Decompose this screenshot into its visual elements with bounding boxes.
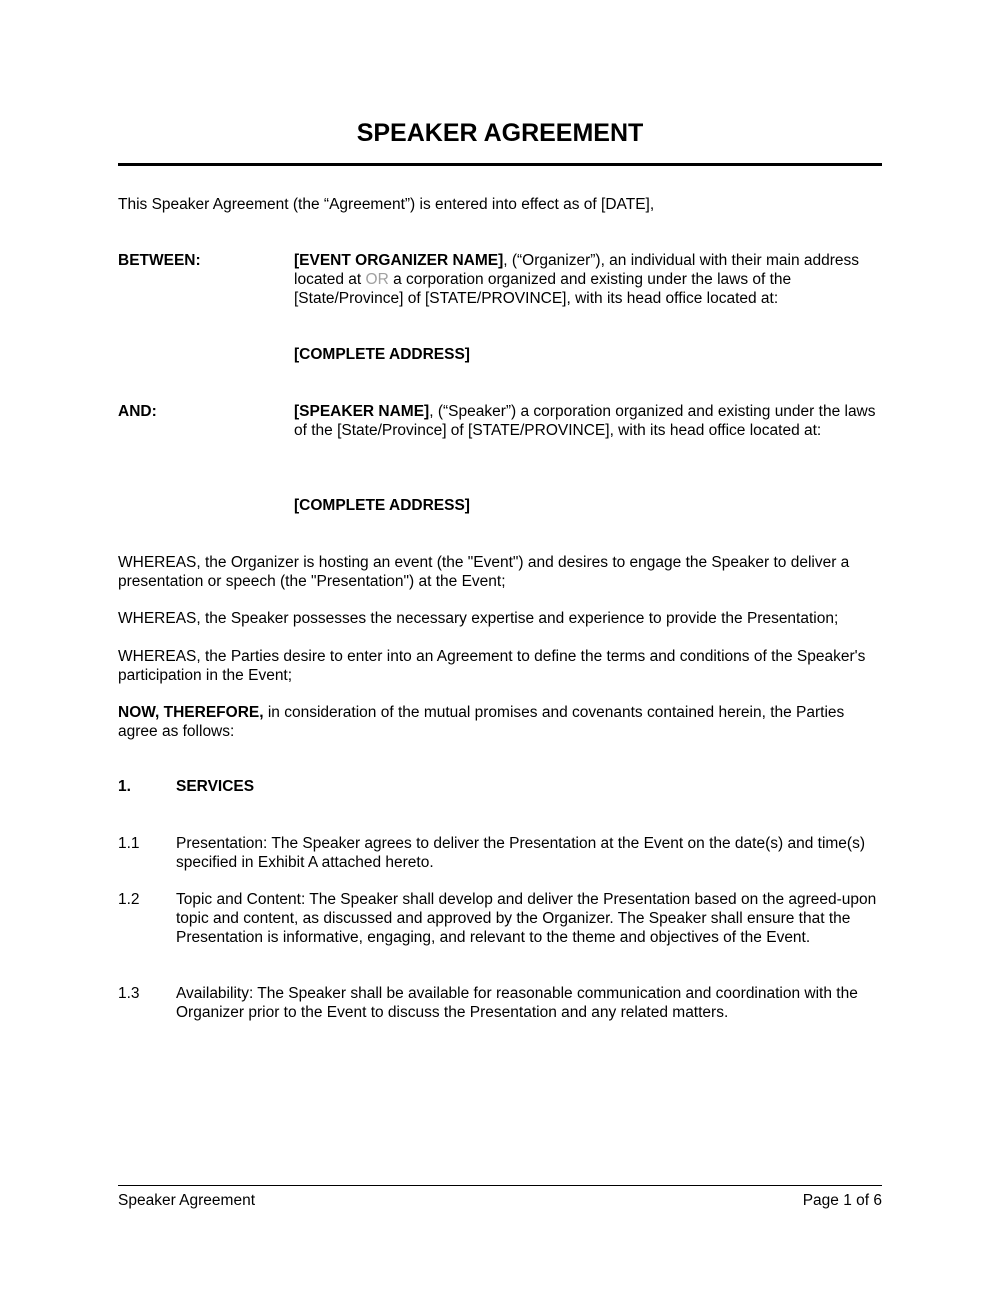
footer-document-name: Speaker Agreement — [118, 1192, 256, 1209]
speaker-party-text — [294, 402, 884, 440]
organizer-party-text — [294, 251, 884, 308]
document-title: SPEAKER AGREEMENT — [356, 119, 644, 147]
recital-1: WHEREAS, the Organizer is hosting an event (the "Event") and desires to engage the Speaker to deliver a presentation or speech (the "Presentation") at the Event; — [118, 554, 850, 590]
footer-page-number: Page 1 of 6 — [802, 1192, 882, 1209]
speaker-name: [SPEAKER NAME] — [294, 403, 430, 420]
clause-number: 1.1 — [118, 835, 140, 852]
intro-paragraph: This Speaker Agreement (the “Agreement”) is entered into effect as of [DATE], — [118, 196, 655, 213]
organizer-text-a: , (“Organizer”), an individual with their main address located at — [294, 252, 860, 288]
clause-text: Availability: The Speaker shall be available for reasonable communication and coordination with the Organizer prior to the Event to discuss the Presentation and any related matters. — [176, 985, 858, 1021]
organizer-text-b: a corporation organized and existing under the laws of the [State/Province] of [STATE/PROVINCE], with its head office located at: — [294, 271, 792, 307]
title-divider — [118, 163, 882, 166]
clause-text: Presentation: The Speaker agrees to deliver the Presentation at the Event on the date(s) and time(s) specified in Exhibit A attached hereto. — [176, 835, 866, 871]
organizer-name: [EVENT ORGANIZER NAME] — [294, 252, 504, 269]
now-therefore-paragraph — [118, 703, 882, 741]
clause-text: Topic and Content: The Speaker shall develop and deliver the Presentation based on the agreed-upon topic and content, as discussed and approved by the Organizer. The Speaker shall ensure that the Presentation is informative, engaging, and relevant to the theme and objectives of the Event. — [176, 891, 877, 946]
footer-divider — [118, 1185, 882, 1186]
clause-number: 1.2 — [118, 891, 140, 908]
or-placeholder: OR — [365, 271, 389, 288]
speaker-address: [COMPLETE ADDRESS] — [294, 497, 470, 514]
clause-number: 1.3 — [118, 985, 140, 1002]
between-label: BETWEEN: — [118, 252, 201, 269]
section-1-number: 1. — [118, 778, 131, 795]
recital-2: WHEREAS, the Speaker possesses the necessary expertise and experience to provide the Presentation; — [118, 610, 839, 627]
recital-3: WHEREAS, the Parties desire to enter into an Agreement to define the terms and conditions of the Speaker's participation in the Event; — [118, 648, 866, 684]
and-label: AND: — [118, 403, 157, 420]
organizer-address: [COMPLETE ADDRESS] — [294, 346, 470, 363]
speaker-text: , (“Speaker”) a corporation organized and existing under the laws of the [State/Province] of [STATE/PROVINCE], with its head office located at: — [294, 403, 876, 439]
section-1-heading: SERVICES — [176, 778, 255, 795]
now-therefore-bold: NOW, THEREFORE, — [118, 704, 264, 721]
now-therefore-text: in consideration of the mutual promises and covenants contained herein, the Parties agree as follows: — [118, 704, 845, 740]
